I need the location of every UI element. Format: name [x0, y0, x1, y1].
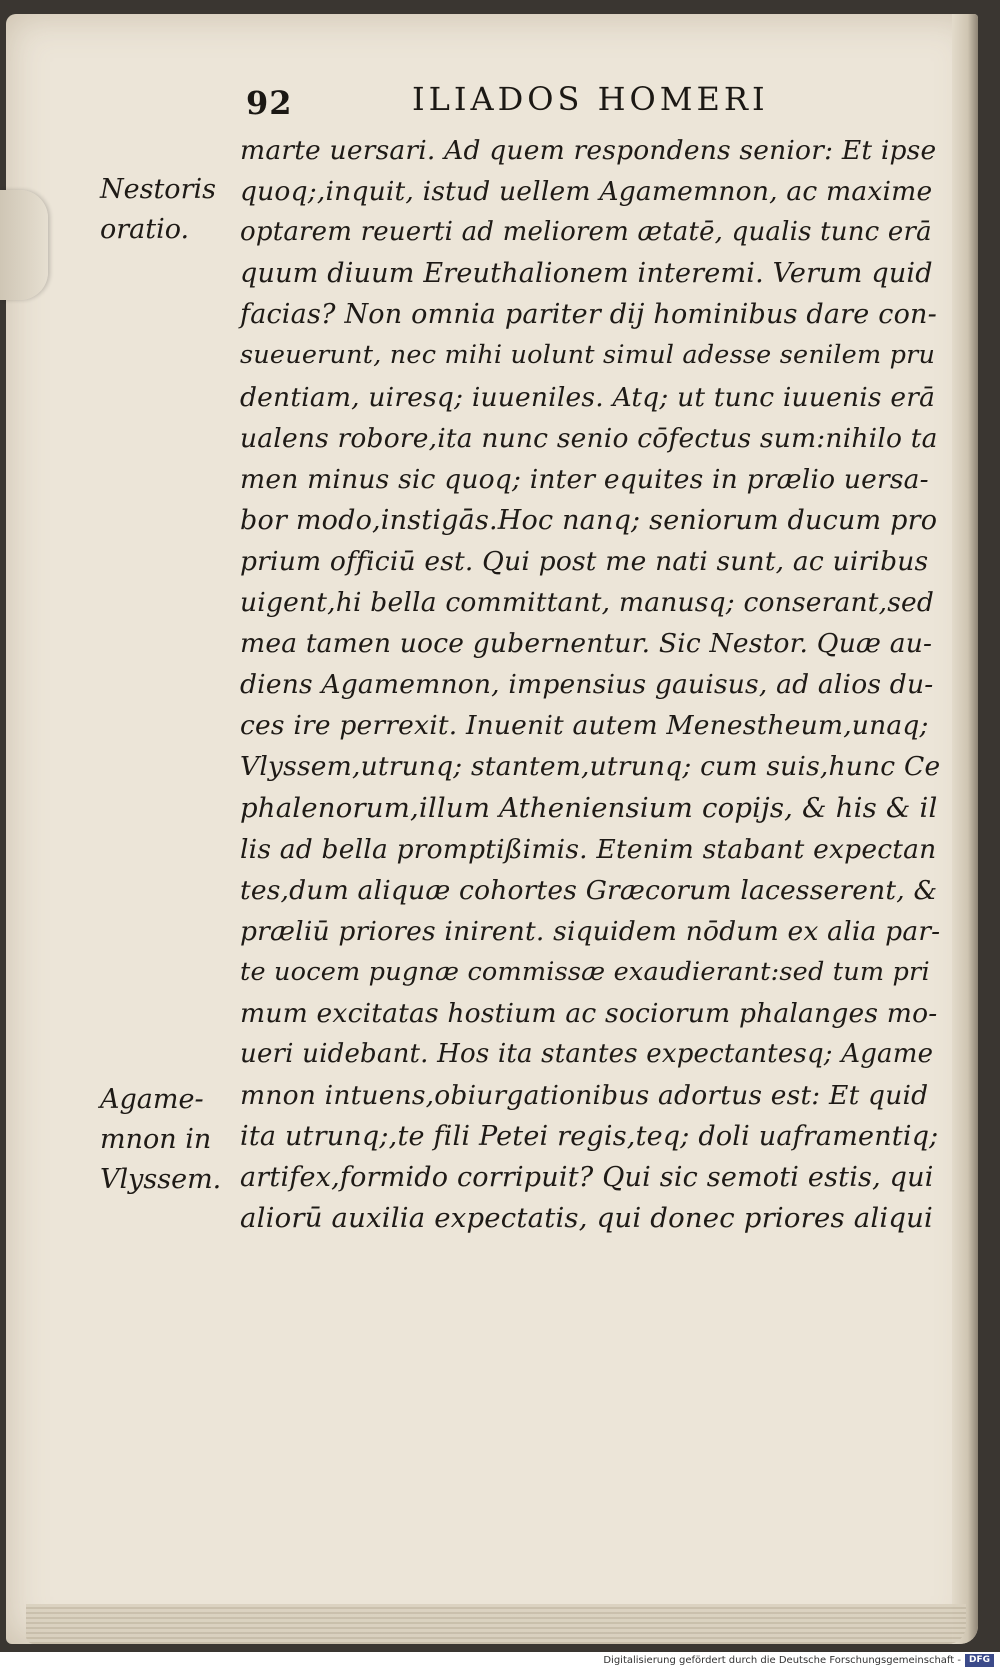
page-edge-right [952, 14, 978, 1644]
text-line: mnon intuens,obiurgationibus adortus est: Et quid [240, 1080, 929, 1112]
text-line: ces ire perrexit. Inuenit autem Menestheum,unaq; [240, 710, 929, 742]
text-line: phalenorum,illum Atheniensium copijs, & his & il [240, 791, 938, 824]
body-text [240, 130, 940, 1240]
page-marker-tab [0, 190, 48, 300]
text-line: optarem reuerti ad meliorem ætatē, qualis tunc erā [240, 217, 932, 248]
margin-note-line: Vlyssem. [100, 1164, 222, 1195]
text-line: mea tamen uoce gubernentur. Sic Nestor. Quæ au- [240, 628, 933, 660]
margin-note-line: Agame- [100, 1084, 204, 1115]
running-title: ILIADOS HOMERI [412, 80, 769, 118]
credit-text: Digitalisierung gefördert durch die Deutsche Forschungsgemeinschaft - [603, 1655, 961, 1666]
text-line: Vlyssem,utrunq; stantem,utrunq; cum suis,hunc Ce [240, 751, 941, 783]
page-header [246, 80, 846, 126]
margin-note-nestor [100, 170, 230, 250]
text-line: facias? Non omnia pariter dij hominibus dare con- [240, 299, 937, 331]
digitization-credit [0, 1652, 1000, 1670]
margin-note-line: oratio. [100, 214, 190, 245]
dfg-logo: DFG [965, 1654, 994, 1667]
text-line: aliorū auxilia expectatis, qui donec priores aliqui [240, 1202, 934, 1235]
margin-note-agamemnon [100, 1080, 230, 1200]
text-line: lis ad bella promptißimis. Etenim stabant expectan [240, 833, 937, 865]
page-number: 92 [246, 84, 293, 122]
text-line: diens Agamemnon, impensius gauisus, ad alios du- [240, 669, 934, 701]
text-line: quoq;,inquit, istud uellem Agamemnon, ac maxime [240, 176, 933, 208]
text-line: præliū priores inirent. siquidem nōdum ex alia par- [240, 915, 941, 947]
text-line: ualens robore,ita nunc senio cōfectus sum:nihilo ta [240, 422, 938, 454]
text-line: men minus sic quoq; inter equites in prælio uersa- [240, 463, 929, 495]
text-line: quum diuum Ereuthalionem interemi. Verum quid [240, 258, 933, 290]
text-line: tes,dum aliquæ cohortes Græcorum lacesserent, & [240, 874, 938, 906]
margin-note-line: Nestoris [100, 174, 216, 205]
text-line: sueuerunt, nec mihi uolunt simul adesse senilem pru [240, 340, 936, 371]
text-line: prium officiū est. Qui post me nati sunt, ac uiribus [240, 545, 929, 577]
text-line: ueri uidebant. Hos ita stantes expectantesq; Agame [240, 1039, 934, 1070]
text-line: bor modo,instigās.Hoc nanq; seniorum ducum pro [240, 504, 938, 536]
text-line: artifex,formido corripuit? Qui sic semoti estis, qui [240, 1162, 934, 1194]
text-line: te uocem pugnæ commissæ exaudierant:sed tum pri [240, 956, 930, 987]
text-line: mum excitatas hostium ac sociorum phalanges mo- [240, 997, 938, 1029]
text-line: ita utrunq;,te fili Petei regis,teq; doli uaframentiq; [240, 1121, 939, 1153]
page-edge-bottom [26, 1604, 966, 1644]
margin-note-line: mnon in [100, 1124, 212, 1155]
text-line: marte uersari. Ad quem respondens senior: Et ipse [240, 135, 937, 166]
text-line: dentiam, uiresq; iuueniles. Atq; ut tunc iuuenis erā [240, 381, 936, 413]
text-line: uigent,hi bella committant, manusq; conserant,sed [240, 587, 935, 619]
